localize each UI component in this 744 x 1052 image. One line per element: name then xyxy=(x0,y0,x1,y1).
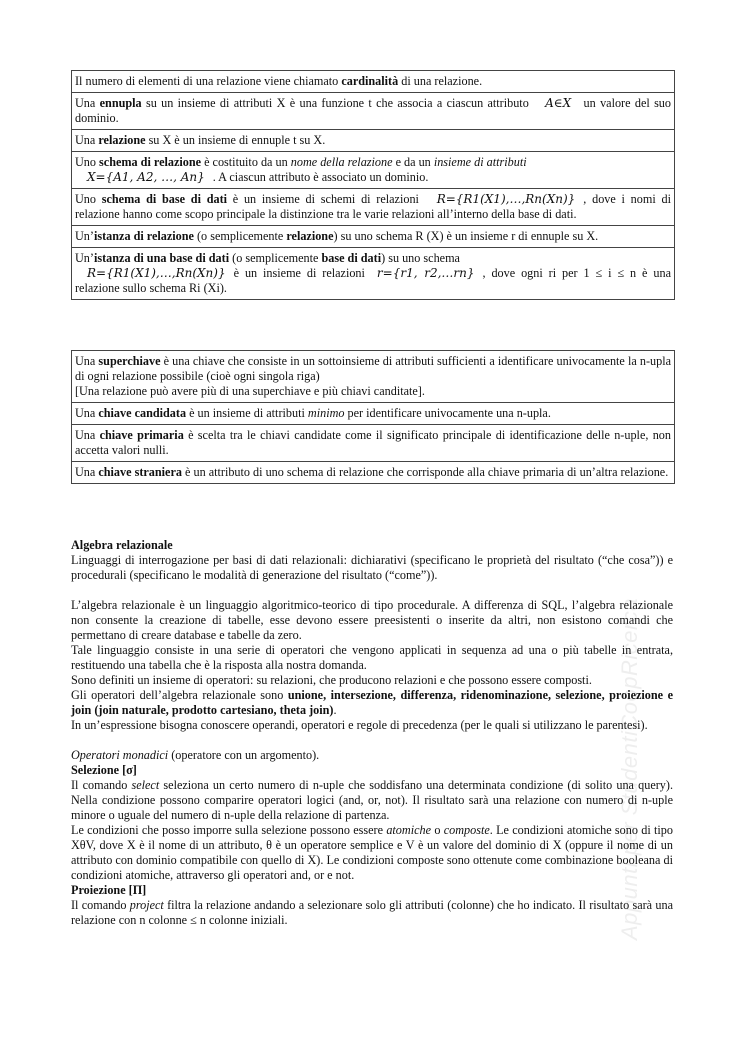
text: , dove ogni ri per 1 ≤ i ≤ n è una relazione sullo schema Ri (Xi). xyxy=(75,266,671,295)
monadic-line xyxy=(71,748,673,763)
italic-term: composte xyxy=(443,823,490,837)
math-formula: X={A1, A2, …, An} xyxy=(87,170,205,184)
text: è un insieme di attributi xyxy=(186,406,308,420)
math-formula: r={r1, r2,…rn} xyxy=(376,266,475,280)
term: chiave candidata xyxy=(98,406,187,420)
italic-term: project xyxy=(129,898,164,912)
text: è un attributo di uno schema di relazione che corrisponde alla chiave primaria di un’altra relazione. xyxy=(181,465,669,479)
paragraph: Tale linguaggio consiste in una serie di operatori che vengono applicati in sequenza ad una o più tabelle in entrata, restituendo una tabella che è la risposta alla nostra domanda. xyxy=(71,643,673,672)
text: . Le condizioni atomiche sono di tipo XθV, dove X è il nome di un attributo, θ è un operatore semplice e V è un valore del dominio di X (oppure il nome di un attributo con dominio compatibile con quello di X). Le condizioni composte sono ottenute come combinazione booleana di condizioni atomiche, attraverso gli operatori and, or e not. xyxy=(71,823,673,882)
term: chiave primaria xyxy=(99,428,184,442)
text: (o semplicemente xyxy=(229,251,322,265)
text: Il comando xyxy=(71,778,132,792)
paragraph: Sono definiti un insieme di operatori: su relazioni, che producono relazioni e che possono essere composti. xyxy=(71,673,592,687)
term: relazione xyxy=(286,229,334,243)
text: . A ciascun attributo è associato un dominio. xyxy=(212,170,429,184)
text: è una chiave che consiste in un sottoinsieme di attributi sufficienti a identificare univocamente la n-upla di ogni relazione possibile (cioè ogni singola riga) xyxy=(75,354,671,383)
text: Uno xyxy=(75,192,102,206)
term: cardinalità xyxy=(341,74,399,88)
intro-paragraph: Linguaggi di interrogazione per basi di dati relazionali: dichiarativi (specificano le proprietà del risultato (“che cosa”)) e procedurali (specificano le modalità di generazione del risultato (“come”)). xyxy=(71,553,673,582)
term: istanza di una base di dati xyxy=(93,251,230,265)
paragraph xyxy=(71,778,673,823)
math-formula: R={R1(X1),…,Rn(Xn)} xyxy=(87,266,226,280)
text: . xyxy=(333,703,337,717)
note: [Una relazione può avere più di una superchiave e più chiavi canditate]. xyxy=(75,384,425,398)
text: Il numero di elementi di una relazione viene chiamato xyxy=(75,74,342,88)
text: un valore del suo dominio. xyxy=(75,96,671,125)
text: Una xyxy=(75,354,99,368)
text: Una xyxy=(75,428,100,442)
math-formula: A∈X xyxy=(545,96,572,110)
key-row-chiave-primaria xyxy=(72,425,674,462)
paragraph xyxy=(71,898,673,928)
text: ) su uno schema xyxy=(381,251,460,265)
text: Una xyxy=(75,96,100,110)
def-row-relazione xyxy=(72,130,674,152)
math-formula: R={R1(X1),…,Rn(Xn)} xyxy=(436,192,576,206)
text: Gli operatori dell’algebra relazionale sono xyxy=(71,688,288,702)
def-row-istanza-relazione xyxy=(72,226,674,248)
text: e da un xyxy=(392,155,434,169)
term: schema di relazione xyxy=(99,155,202,169)
term: base di dati xyxy=(321,251,382,265)
def-row-schema-base-dati xyxy=(72,189,674,226)
def-row-ennupla xyxy=(72,93,674,130)
definitions-table xyxy=(71,70,675,300)
text: è costituito da un xyxy=(201,155,291,169)
italic-term: nome della relazione xyxy=(290,155,393,169)
text: è un insieme di relazioni xyxy=(233,266,365,280)
keys-table xyxy=(71,350,675,484)
term: superchiave xyxy=(98,354,161,368)
section-title: Algebra relazionale xyxy=(71,538,173,552)
projection-title: Proiezione [Π] xyxy=(71,883,147,897)
text: o xyxy=(431,823,444,837)
key-row-superchiave xyxy=(72,351,674,403)
selection-title: Selezione [σ] xyxy=(71,763,137,777)
text: filtra la relazione andando a selezionare solo gli attributi (colonne) che ho indicato. Il risultato sarà una relazione con n colonne ≤ n colonne iniziali. xyxy=(71,898,673,927)
watermark: Appunti per StudentiCoopRicerca xyxy=(617,597,642,940)
text: Un’ xyxy=(75,229,94,243)
italic-term: minimo xyxy=(307,406,345,420)
term: istanza di relazione xyxy=(93,229,194,243)
italic-term: select xyxy=(131,778,160,792)
key-row-chiave-candidata xyxy=(72,403,674,425)
text: Una xyxy=(75,465,99,479)
text: Le condizioni che posso imporre sulla selezione possono essere xyxy=(71,823,387,837)
term: relazione xyxy=(98,133,146,147)
text: seleziona un certo numero di n-uple che soddisfano una determinata condizione (di solito una query). Nella condizione possono comparire operatori logici (and, or, not). Il risultato sarà una relazione con numero di n-uple minore o uguale del numero di n-uple della relazione di partenza. xyxy=(71,778,673,822)
algebra-section xyxy=(71,538,673,928)
text: ) su uno schema R (X) è un insieme r di ennuple su X. xyxy=(333,229,599,243)
text: è scelta tra le chiavi candidate come il significato principale di identificazione delle n-uple, non accetta valori nulli. xyxy=(75,428,671,457)
text: Una xyxy=(75,133,99,147)
text: è un insieme di schemi di relazioni xyxy=(227,192,425,206)
text: su X è un insieme di ennuple t su X. xyxy=(145,133,326,147)
paragraph xyxy=(71,688,673,718)
paragraph xyxy=(71,823,673,883)
def-row-istanza-base-dati xyxy=(72,248,674,300)
text: su un insieme di attributi X è una funzione t che associa a ciascun attributo xyxy=(141,96,534,110)
def-row-schema-relazione xyxy=(72,152,674,189)
text: di una relazione. xyxy=(398,74,483,88)
text: Il comando xyxy=(71,898,130,912)
def-row-cardinalita xyxy=(72,71,674,93)
key-row-chiave-straniera xyxy=(72,462,674,484)
text: per identificare univocamente una n-upla. xyxy=(344,406,551,420)
operators-list: unione, intersezione, differenza, ridenominazione, selezione, proiezione e join (join naturale, prodotto cartesiano, theta join) xyxy=(71,688,674,717)
text: , dove i nomi di relazione hanno come scopo principale la distinzione tra le varie relazioni all’interno della base di dati. xyxy=(75,192,671,221)
paragraph: In un’espressione bisogna conoscere operandi, operatori e regole di precedenza (per le quali si utilizzano le parentesi). xyxy=(71,718,648,732)
term: ennupla xyxy=(99,96,142,110)
text: Una xyxy=(75,406,99,420)
paragraph: L’algebra relazionale è un linguaggio algoritmico-teorico di tipo procedurale. A differenza di SQL, l’algebra relazionale non consente la creazione di tabelle, esse devono essere preesistenti o inserite da altri, non esistono comandi che permettano di creare database e tabelle da zero. xyxy=(71,598,673,642)
italic-term: insieme di attributi xyxy=(433,155,527,169)
term: chiave straniera xyxy=(98,465,182,479)
text: (o semplicemente xyxy=(193,229,287,243)
text: Un’ xyxy=(75,251,94,265)
term: schema di base di dati xyxy=(101,192,228,206)
text: Uno xyxy=(75,155,100,169)
italic-term: Operatori monadici xyxy=(71,748,169,762)
italic-term: atomiche xyxy=(386,823,432,837)
text: (operatore con un argomento). xyxy=(168,748,320,762)
